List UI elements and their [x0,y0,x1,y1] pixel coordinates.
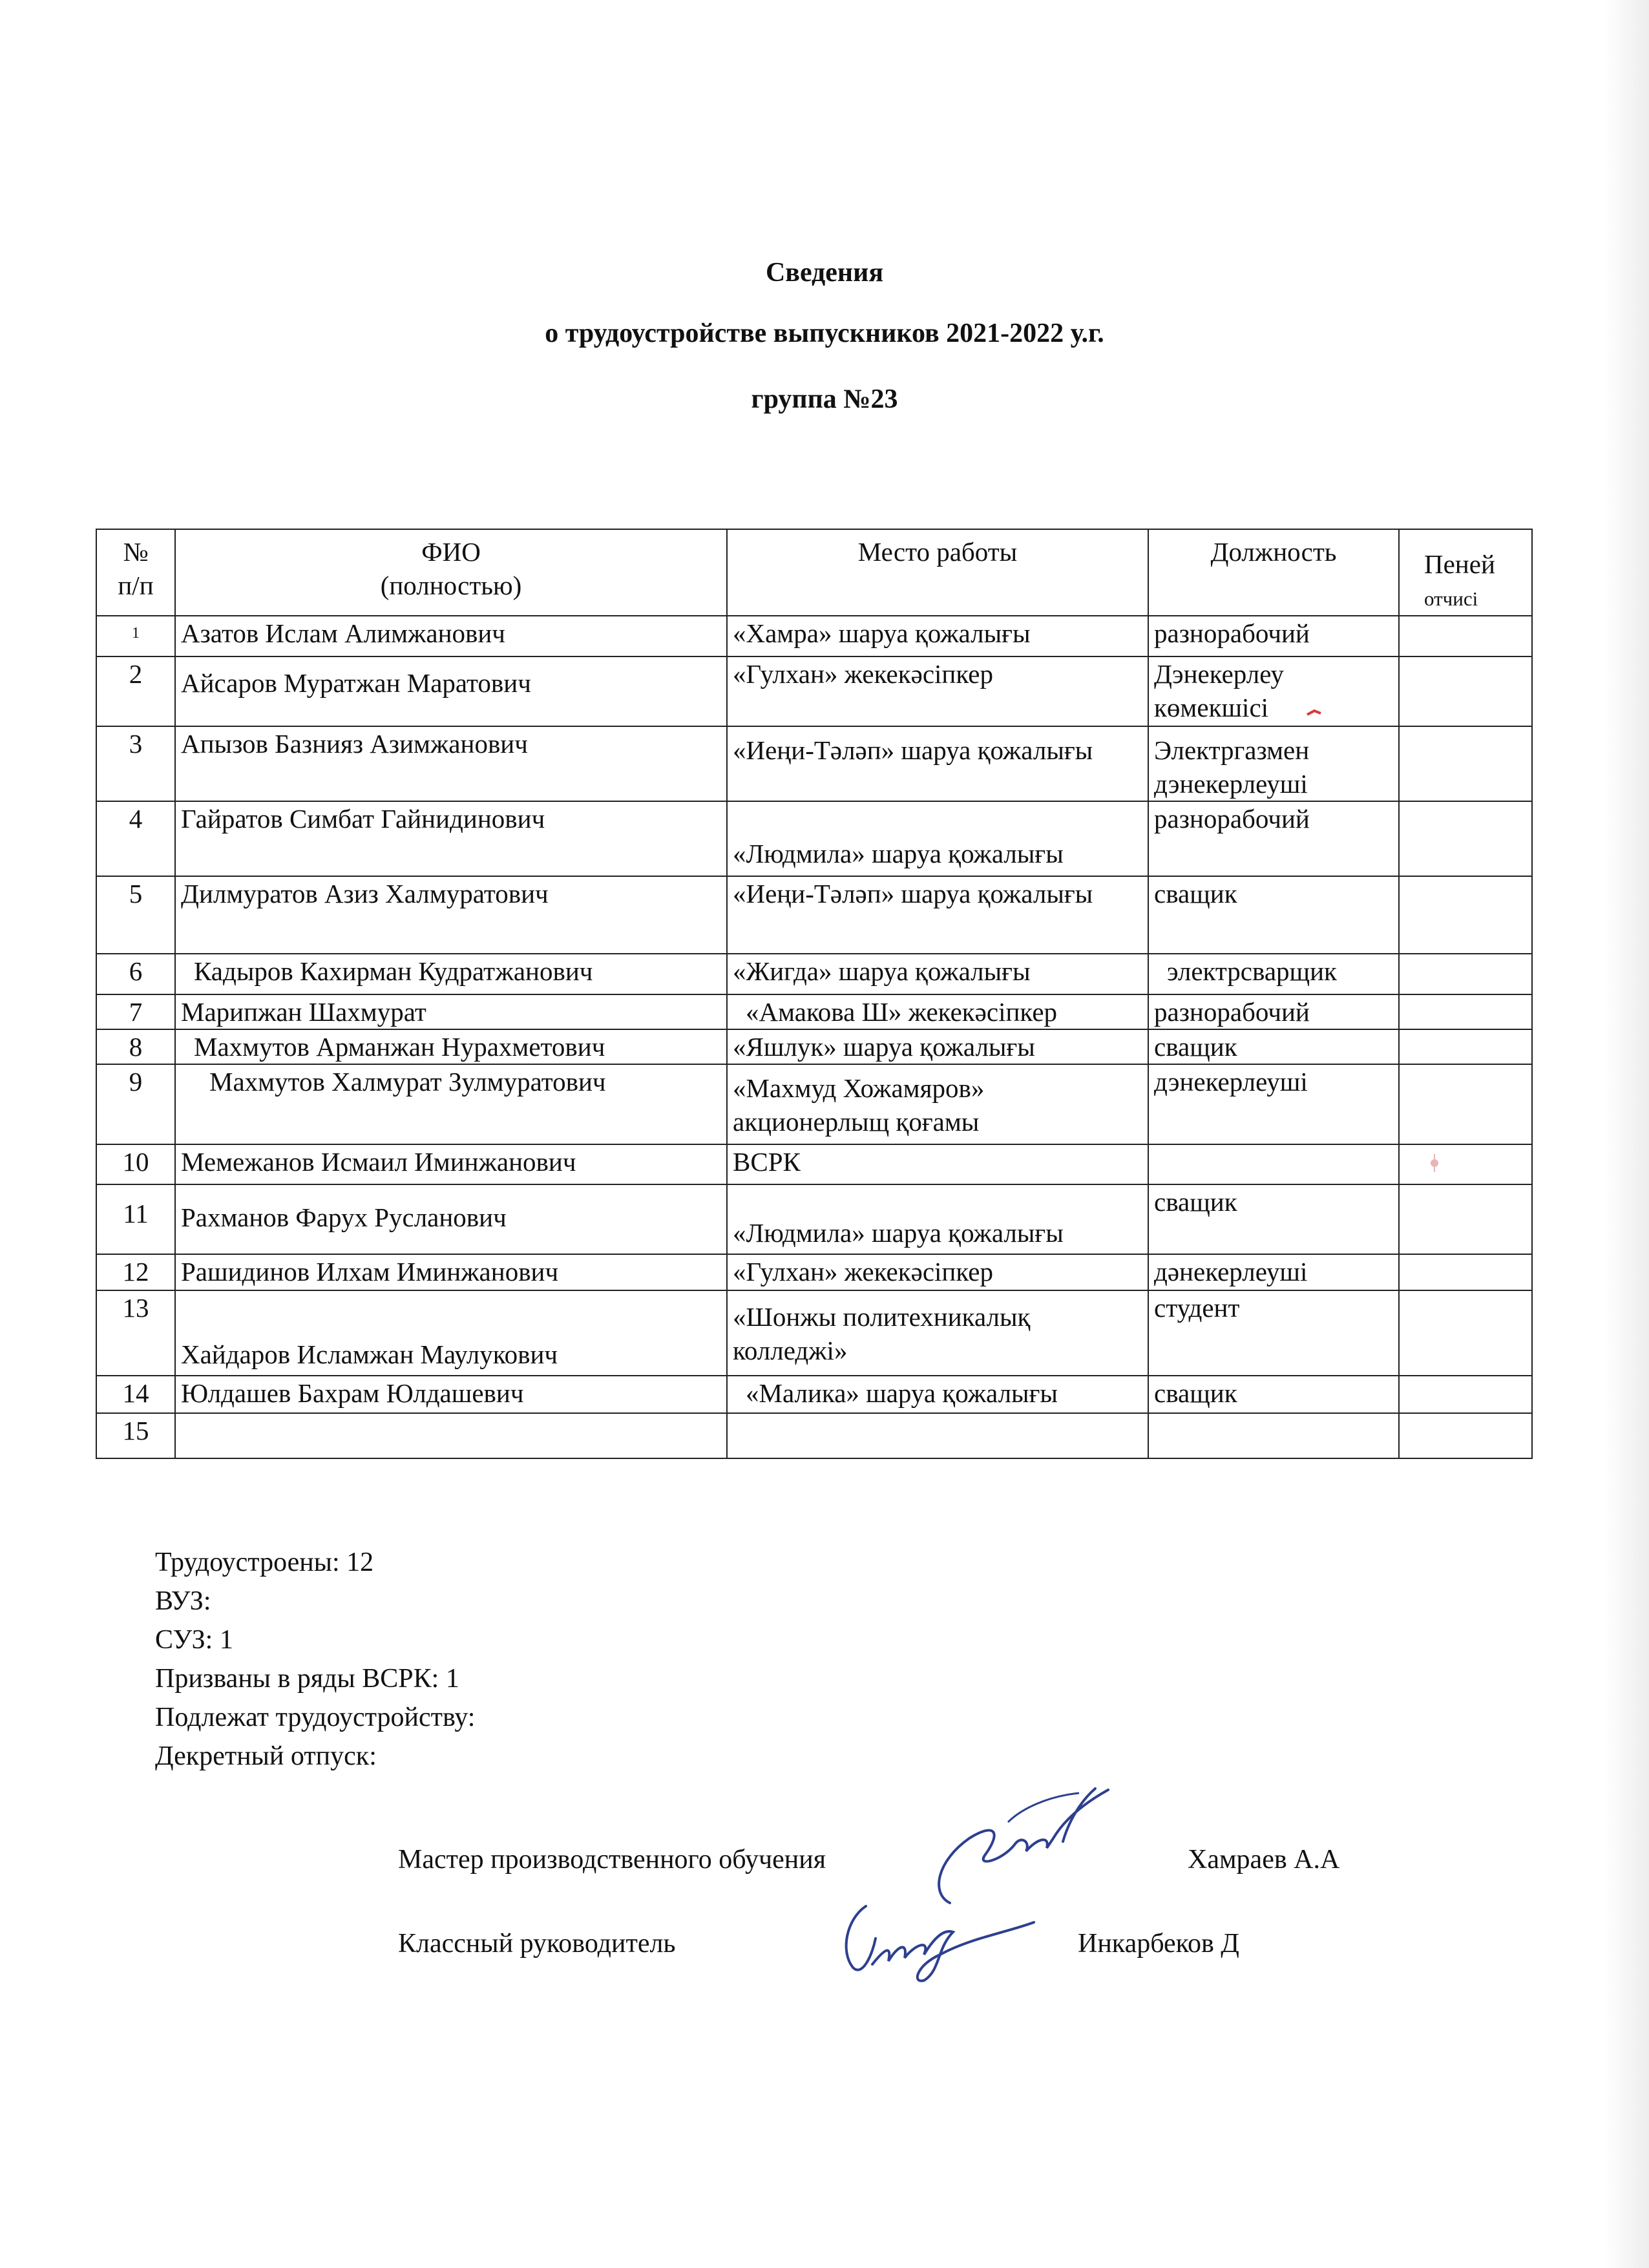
row-note [1399,1413,1532,1458]
row-note [1399,1290,1532,1376]
row-position: студент [1148,1290,1399,1376]
table-row [96,1376,1532,1413]
row-number: 4 [96,801,175,876]
table-row [96,1184,1532,1254]
summary-employed: Трудоустроены: 12 [155,1548,374,1577]
row-number: 12 [96,1254,175,1290]
red-smudge-icon [1422,1150,1447,1176]
summary-army: Призваны в ряды ВСРК: 1 [155,1664,459,1694]
row-number: 7 [96,994,175,1029]
row-workplace: «Жигда» шаруа қожалығы [727,954,1148,994]
row-name: Апызов Базнияз Азимжанович [175,726,727,801]
summary-college: СУЗ: 1 [155,1625,233,1655]
summary-to-employ: Подлежат трудоустройству: [155,1703,476,1732]
row-position [1148,1144,1399,1184]
row-number: 8 [96,1029,175,1064]
table-row [96,1029,1532,1064]
col-header-name: ФИО (полностью) [175,529,727,616]
table-row [96,1064,1532,1144]
row-workplace: «Людмила» шаруа қожалығы [727,1184,1148,1254]
row-name: Мемежанов Исмаил Иминжанович [175,1144,727,1184]
row-position: разнорабочий [1148,801,1399,876]
teacher-name: Инкарбеков Д [1078,1929,1239,1958]
row-position: дэнекерлеуші [1148,1064,1399,1144]
row-workplace: «Гулхан» жекекәсіпкер [727,1254,1148,1290]
row-name: Айсаров Муратжан Маратович [175,656,727,726]
row-note [1399,1144,1532,1184]
table-row [96,1290,1532,1376]
table-row [96,954,1532,994]
table-row [96,876,1532,954]
row-workplace: «Малика» шаруа қожалығы [727,1376,1148,1413]
row-number: 1 [96,616,175,656]
row-workplace: «Людмила» шаруа қожалығы [727,801,1148,876]
row-workplace: «Шонжы политехникалық колледжі» [727,1290,1148,1376]
row-number: 5 [96,876,175,954]
teacher-label: Классный руководитель [398,1929,676,1958]
summary-block [155,1543,475,1776]
group-label: группа №23 [751,384,898,414]
row-position: дәнекерлеуші [1148,1254,1399,1290]
table-row [96,994,1532,1029]
row-number: 13 [96,1290,175,1376]
row-name: Рахманов Фарух Русланович [175,1184,727,1254]
row-name: Махмутов Халмурат Зулмуратович [175,1064,727,1144]
row-name [175,1413,727,1458]
table-row [96,1144,1532,1184]
graduates-table [96,529,1533,1459]
row-number: 11 [96,1184,175,1254]
row-position: разнорабочий [1148,994,1399,1029]
row-name: Гайратов Симбат Гайнидинович [175,801,727,876]
row-name: Хайдаров Исламжан Маулукович [175,1290,727,1376]
row-workplace: «Иеңи-Тәләп» шаруа қожалығы [727,726,1148,801]
row-number: 10 [96,1144,175,1184]
row-name: Дилмуратов Азиз Халмуратович [175,876,727,954]
document-subtitle: о трудоустройстве выпускников 2021-2022 у.г. [545,319,1104,348]
row-note [1399,616,1532,656]
red-pen-mark-icon [1305,706,1325,719]
row-position: сващик [1148,1184,1399,1254]
table-header-row [96,529,1532,616]
row-note [1399,726,1532,801]
row-note [1399,1254,1532,1290]
row-position: электрсварщик [1148,954,1399,994]
row-number: 14 [96,1376,175,1413]
row-workplace: ВСРК [727,1144,1148,1184]
row-workplace [727,1413,1148,1458]
col-header-number: № п/п [96,529,175,616]
table-row [96,616,1532,656]
row-workplace: «Хамра» шаруа қожалығы [727,616,1148,656]
row-note [1399,1064,1532,1144]
row-note [1399,1376,1532,1413]
row-name: Махмутов Арманжан Нурахметович [175,1029,727,1064]
master-name: Хамраев А.А [1188,1845,1340,1874]
row-workplace: «Яшлук» шаруа қожалығы [727,1029,1148,1064]
row-number: 2 [96,656,175,726]
col-header-workplace: Место работы [727,529,1148,616]
row-name: Юлдашев Бахрам Юлдашевич [175,1376,727,1413]
row-name: Азатов Ислам Алимжанович [175,616,727,656]
table-row [96,801,1532,876]
row-position: сващик [1148,1029,1399,1064]
row-note [1399,954,1532,994]
table-row [96,726,1532,801]
row-note [1399,876,1532,954]
table-row [96,1413,1532,1458]
row-name: Марипжан Шахмурат [175,994,727,1029]
row-workplace: «Гулхан» жекекәсіпкер [727,656,1148,726]
row-workplace: «Махмуд Хожамяров» акционерлыщ қоғамы [727,1064,1148,1144]
row-position [1148,1413,1399,1458]
row-workplace: «Иеңи-Тәләп» шаруа қожалығы [727,876,1148,954]
row-position: разнорабочий [1148,616,1399,656]
document-title: Сведения [765,258,884,288]
row-position: сващик [1148,876,1399,954]
row-note [1399,656,1532,726]
row-position: Дэнекерлеу көмекшісі [1148,656,1399,726]
col-header-position: Должность [1148,529,1399,616]
summary-maternity: Декретный отпуск: [155,1741,377,1771]
row-note [1399,1184,1532,1254]
row-name: Рашидинов Илхам Иминжанович [175,1254,727,1290]
row-name: Кадыров Кахирман Кудратжанович [175,954,727,994]
row-workplace: «Амакова Ш» жекекәсіпкер [727,994,1148,1029]
row-position: сващик [1148,1376,1399,1413]
row-number: 3 [96,726,175,801]
row-note [1399,801,1532,876]
row-note [1399,994,1532,1029]
row-number: 6 [96,954,175,994]
summary-university: ВУЗ: [155,1586,211,1616]
row-position: Электргазмен дэнекерлеуші [1148,726,1399,801]
row-number: 9 [96,1064,175,1144]
row-number: 15 [96,1413,175,1458]
table-row [96,1254,1532,1290]
row-note [1399,1029,1532,1064]
teacher-signature-icon [827,1893,1040,1990]
master-label: Мастер производственного обучения [398,1845,826,1874]
col-header-note: Пеней отчисі [1399,529,1532,616]
